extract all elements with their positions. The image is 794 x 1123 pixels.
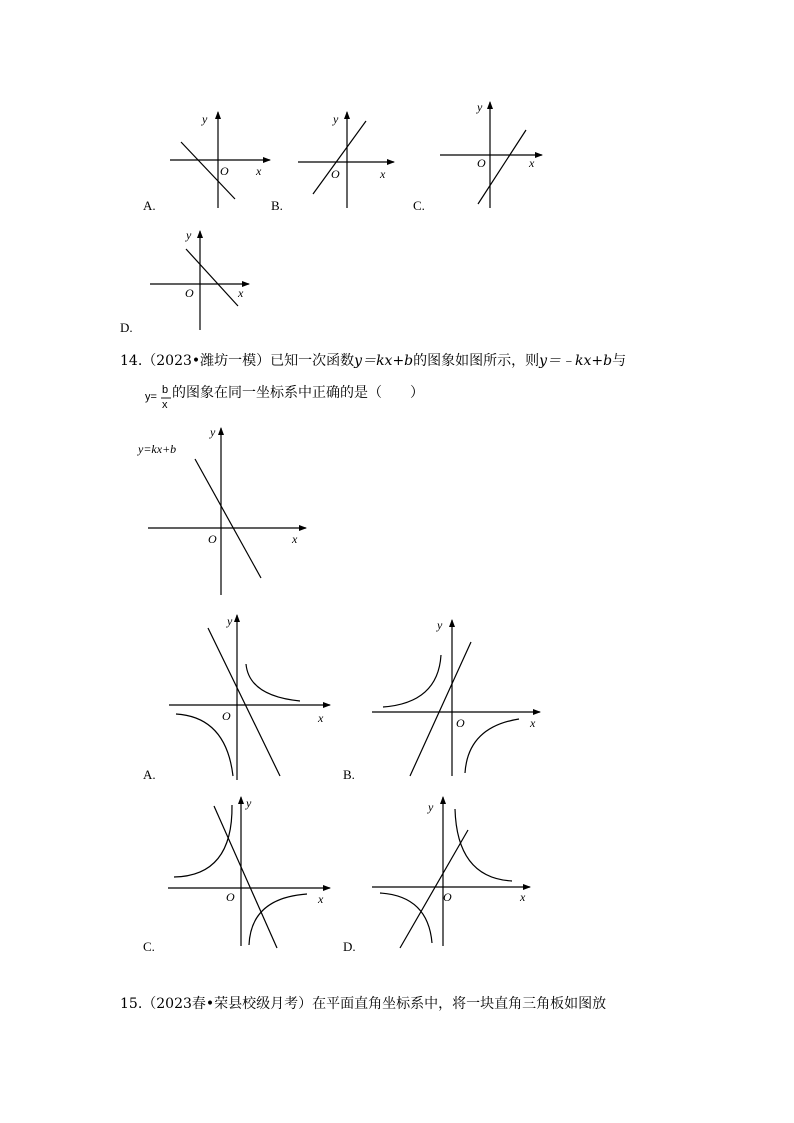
q14-eq2: y＝﹣kx+b [539,353,613,369]
q14-eq1: y＝kx+b [354,353,414,369]
q14-option-b[interactable]: B. [343,767,355,782]
q14a-origin-label: O [222,709,231,723]
q15-number: 15. [120,996,143,1012]
q14-stem-a: 已知一次函数 [270,353,355,369]
q14-number: 14. [120,353,143,369]
q14-option-d[interactable]: D. [343,939,356,954]
q14-stem-d: 的图象在同一坐标系中正确的是（ ） [172,385,424,401]
q14-option-c[interactable]: C. [143,939,155,954]
q13d-origin-label: O [185,286,194,300]
q14-frac-lhs: y= [145,391,157,403]
q14-given-y-label: y [210,425,216,439]
q13b-y-label: y [333,112,339,126]
q13-graph-b [298,112,394,208]
q14b-origin-label: O [456,716,465,730]
q14b-y-label: y [437,618,443,632]
q13-option-c[interactable]: C. [413,198,425,213]
q14-source: （2023•潍坊一模） [142,353,271,369]
q13c-x-label: x [529,156,535,170]
q15-stem-line1 [120,997,606,1011]
q14-graph-b [372,620,540,776]
q14-given-x-label: x [292,532,298,546]
q14-given-origin-label: O [208,532,217,546]
q13b-origin-label: O [331,167,340,181]
q14c-y-label: y [246,796,252,810]
q14c-origin-label: O [226,890,235,904]
q13d-x-label: x [238,286,244,300]
q13d-y-label: y [186,228,192,242]
q13c-origin-label: O [477,156,486,170]
q13a-y-label: y [202,112,208,126]
q13a-origin-label: O [220,164,229,178]
q14-stem-b: 的图象如图所示，则 [413,353,540,369]
q13a-x-label: x [256,164,262,178]
q14a-x-label: x [318,711,324,725]
q13c-y-label: y [477,100,483,114]
q14a-y-label: y [227,614,233,628]
q14c-x-label: x [318,892,324,906]
q13-graph-a [170,112,270,208]
q14-frac-den: x [162,399,168,411]
q13-option-d[interactable]: D. [120,320,133,335]
q14d-x-label: x [520,890,526,904]
q13-graph-c [440,102,542,208]
q15-source: （2023春•荣县校级月考） [142,996,313,1012]
q14d-y-label: y [428,800,434,814]
q14-graph-a [169,615,330,780]
q13b-x-label: x [380,167,386,181]
q14-given-label: y=kx+b [138,442,177,456]
q15-stem: 在平面直角坐标系中，将一块直角三角板如图放 [312,996,607,1012]
q13-graph-d [150,228,249,330]
q14-frac-num: b [162,384,169,396]
q14-stem-line1 [120,354,626,368]
q14-option-a[interactable]: A. [143,767,156,782]
q14-graph-d [372,797,530,948]
q14b-x-label: x [530,716,536,730]
q14-graph-c [168,797,330,948]
q13-option-b[interactable]: B. [271,198,283,213]
q14-stem-c: 与 [612,353,627,369]
q13-option-a[interactable]: A. [143,198,156,213]
q14d-origin-label: O [443,890,452,904]
